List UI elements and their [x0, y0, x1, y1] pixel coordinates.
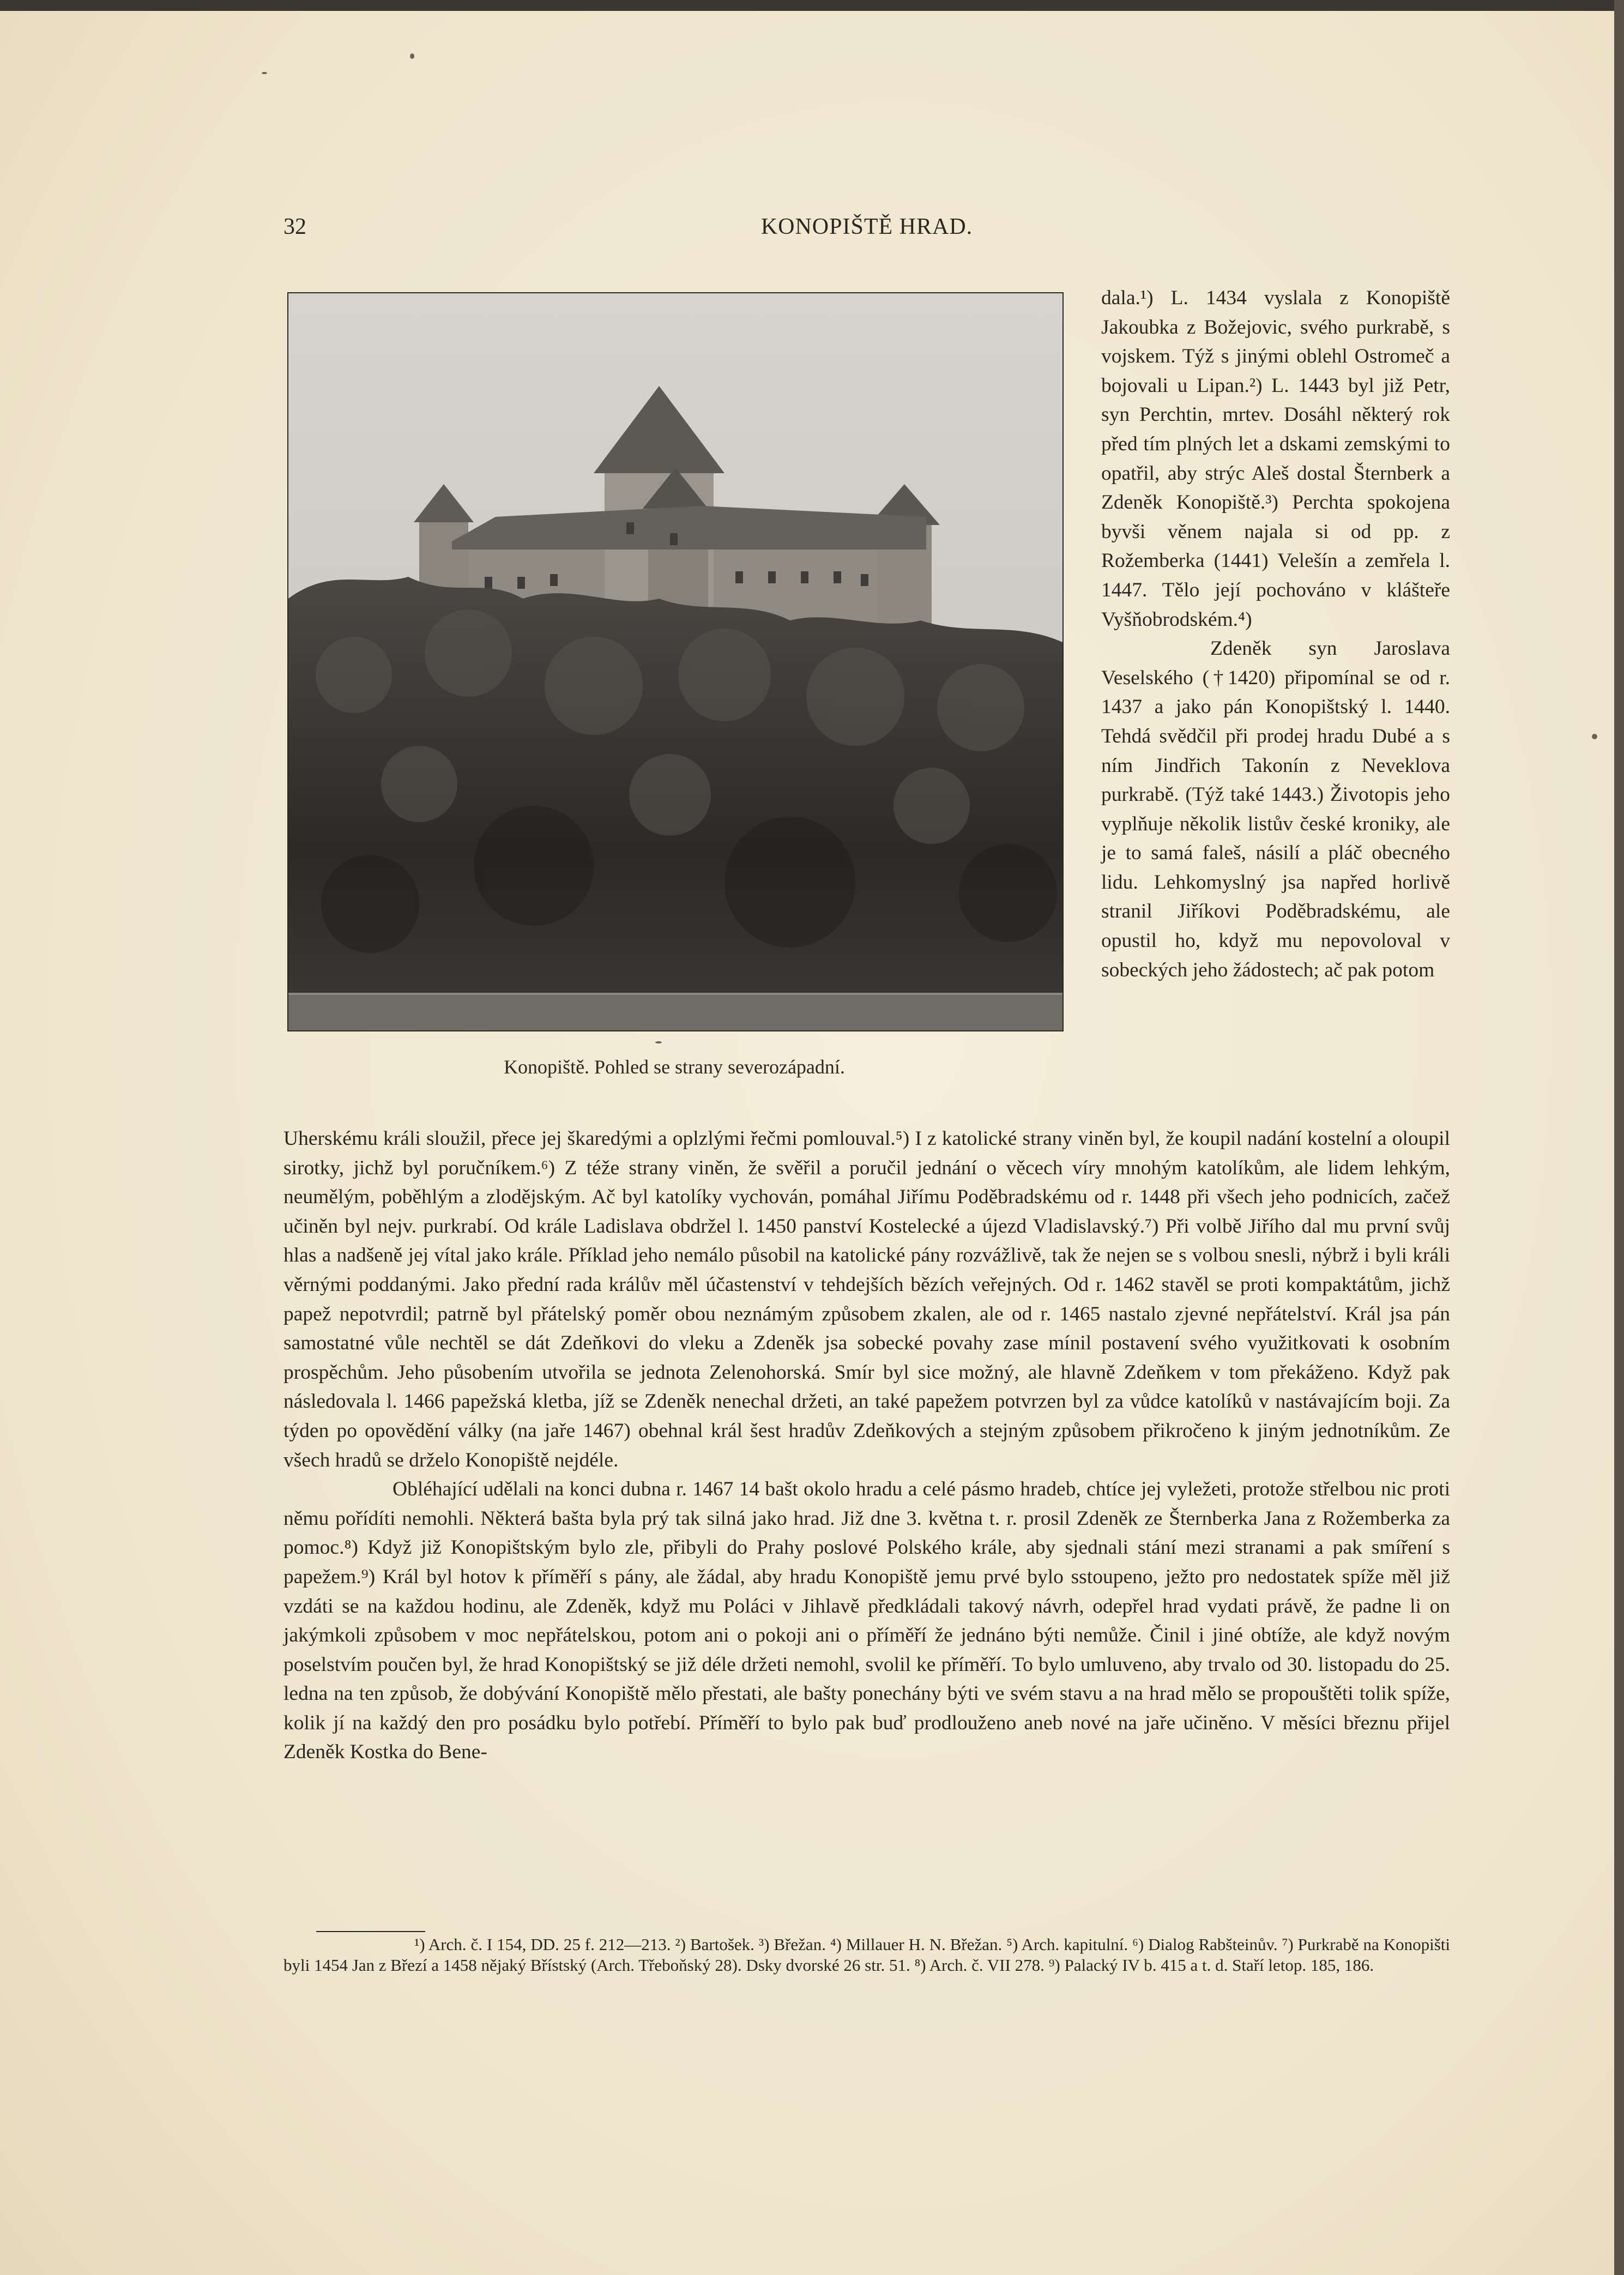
castle-photo-illustration [288, 293, 1062, 1030]
side-column-text [1101, 283, 1450, 985]
footnote-divider [316, 1931, 425, 1932]
page-header [283, 214, 1450, 246]
scan-top-edge [0, 0, 1624, 11]
paper-speck [655, 1041, 662, 1043]
footnote-text: ¹) Arch. č. I 154, DD. 25 f. 212—213. ²) Bartošek. ³) Břežan. ⁴) Millauer H. N. Břežan. ⁵) Arch. kapitulní. ⁶) Dialog Rabšteinův. ⁷) Purkrabě na Konopišti byli 1454 Jan z Březí a 1458 nějaký Břístský (Arch. Třeboňský 28). Dsky dvorské 26 str. 51. ⁸) Arch. č. VII 278. ⁹) Palacký IV b. 415 a t. d. Staří letop. 185, 186. [283, 1935, 1450, 1975]
figure-caption: Konopiště. Pohled se strany severozápadní. [504, 1056, 845, 1078]
footnotes [283, 1934, 1450, 1976]
main-body-text [283, 1124, 1450, 1767]
body-paragraph: Obléhající udělali na konci dubna r. 1467 14 bašt okolo hradu a celé pásmo hradeb, chtíce jej vyležeti, protože střelbou nic proti němu pořídíti nemohli. Některá bašta byla prý tak silná jako hrad. Již dne 3. května t. r. prosil Zdeněk ze Šternberka Jana z Rožemberka za pomoc.⁸) Když již Konopištským bylo zle, přibyli do Prahy poslové Polského krále, aby sjednali stání mezi stranami a pak smíření s papežem.⁹) Král byl hotov k příměří s pány, ale žádal, aby hradu Konopiště jemu prvé bylo sstoupeno, ježto pro nedostatek spíže měl již vzdáti se na každou hodinu, ale Zdeněk, když mu Poláci v Jihlavě předkládali takový návrh, odepřel hrad vydati právě, že padne li on jakýmkoli způsobem v moc nepřátelskou, potom ani o pokoji ani o příměří že jednáno býti nemůže. Činil i jiné obtíže, ale když novým poselstvím poučen byl, že hrad Konopištský se již déle držeti nemohl, svolil ke příměří. To bylo umluveno, aby trvalo od 30. listopadu do 25. ledna na ten způsob, že dobývání Konopiště mělo přestati, ale bašty ponechány býti ve svém stavu a na hrad mělo se propouštěti tolik spíže, kolik jí na každý den pro posádku bylo potřebí. Příměří to bylo pak buď prodlouženo aneb nové na jaře učiněno. V měsíci březnu přijel Zdeněk Kostka do Bene- [283, 1478, 1450, 1764]
column-paragraph: Zdeněk syn Jaroslava Veselského (†1420) připomínal se od r. 1437 a jako pán Konopištský l. 1440. Tehdá svědčil při prodej hradu Dubé a s ním Jindřich Takonín z Neveklova purkrabě. (Týž také 1443.) Životopis jeho vyplňuje několik listův české kroniky, ale je to samá faleš, násilí a pláč obecného lidu. Lehkomyslný jsa napřed horlivě stranil Jiříkovi Poděbradskému, ale opustil ho, když mu nepovoloval v sobeckých jeho žádostech; ač pak potom [1101, 637, 1450, 981]
castle-photograph [287, 292, 1064, 1031]
running-title: KONOPIŠTĚ HRAD. [760, 214, 973, 239]
scan-right-edge [1614, 0, 1624, 2275]
page-number: 32 [283, 214, 306, 239]
paper-speck [1592, 734, 1597, 739]
column-paragraph: dala.¹) L. 1434 vyslala z Konopiště Jakoubka z Božejovic, svého purkrabě, s vojskem. Týž s jinými oblehl Ostromeč a bojovali u Lipan.²) L. 1443 byl již Petr, syn Perchtin, mrtev. Dosáhl některý rok před tím plných let a dskami zemskými to opatřil, aby strýc Aleš dostal Šternberk a Zdeněk Konopiště.³) Perchta spokojena byvši věnem najala si od pp. z Rožemberka (1441) Velešín a zemřela l. 1447. Tělo její pochováno v klášteře Vyšňobrodském.⁴) [1101, 287, 1450, 631]
body-paragraph: Uherskému králi sloužil, přece jej škaredými a oplzlými řečmi pomlouval.⁵) I z katolické strany viněn byl, že koupil nadání kostelní a oloupil sirotky, jichž byl poručníkem.⁶) Z téže strany viněn, že svěřil a poručil jednání o věcech víry mnohým katolíkům, ale lidem lehkým, neumělým, poběhlým a zlodějským. Ač byl katolíky vychován, pomáhal Jiřímu Poděbradskému od r. 1448 při všech jeho podnicích, začež učiněn byl nejv. purkrabí. Od krále Ladislava obdržel l. 1450 panství Kostelecké a újezd Vladislavský.⁷) Při volbě Jiřího dal mu první svůj hlas a nadšeně jej vítal jako krále. Příklad jeho nemálo působil na katolické pány rozvážlivě, tak že nejen se s volbou snesli, nýbrž i byli králi věrnými poddanými. Jako přední rada králův měl účastenství v tehdejších bězích veřejných. Od r. 1462 stavěl se proti kompaktátům, jichž papež nepotvrdil; patrně byl přátelský poměr obou neznámým způsobem zkalen, ale od r. 1465 nastalo zjevné nepřátelství. Král jsa pán samostatné vůle nechtěl se dát Zdeňkovi do vleku a Zdeněk jsa sobecké povahy zase mínil postavení svého využitkovati k osobním prospěchům. Jeho působením utvořila se jednota Zelenohorská. Smír byl sice možný, ale hlavně Zdeňkem v tom překáženo. Když pak následovala l. 1466 papežská kletba, jíž se Zdeněk nenechal držeti, an také papežem potvrzen byl za vůdce katolíků v nastávajícím boji. Za týden po opovědění války (na jaře 1467) obehnal král šest hradův Zdeňkových a stejným způsobem přikročeno k jiným jednotníkům. Ze všech hradů se drželo Konopiště nejdéle. [283, 1127, 1450, 1471]
paper-speck [262, 72, 267, 74]
paper-speck [410, 53, 414, 59]
